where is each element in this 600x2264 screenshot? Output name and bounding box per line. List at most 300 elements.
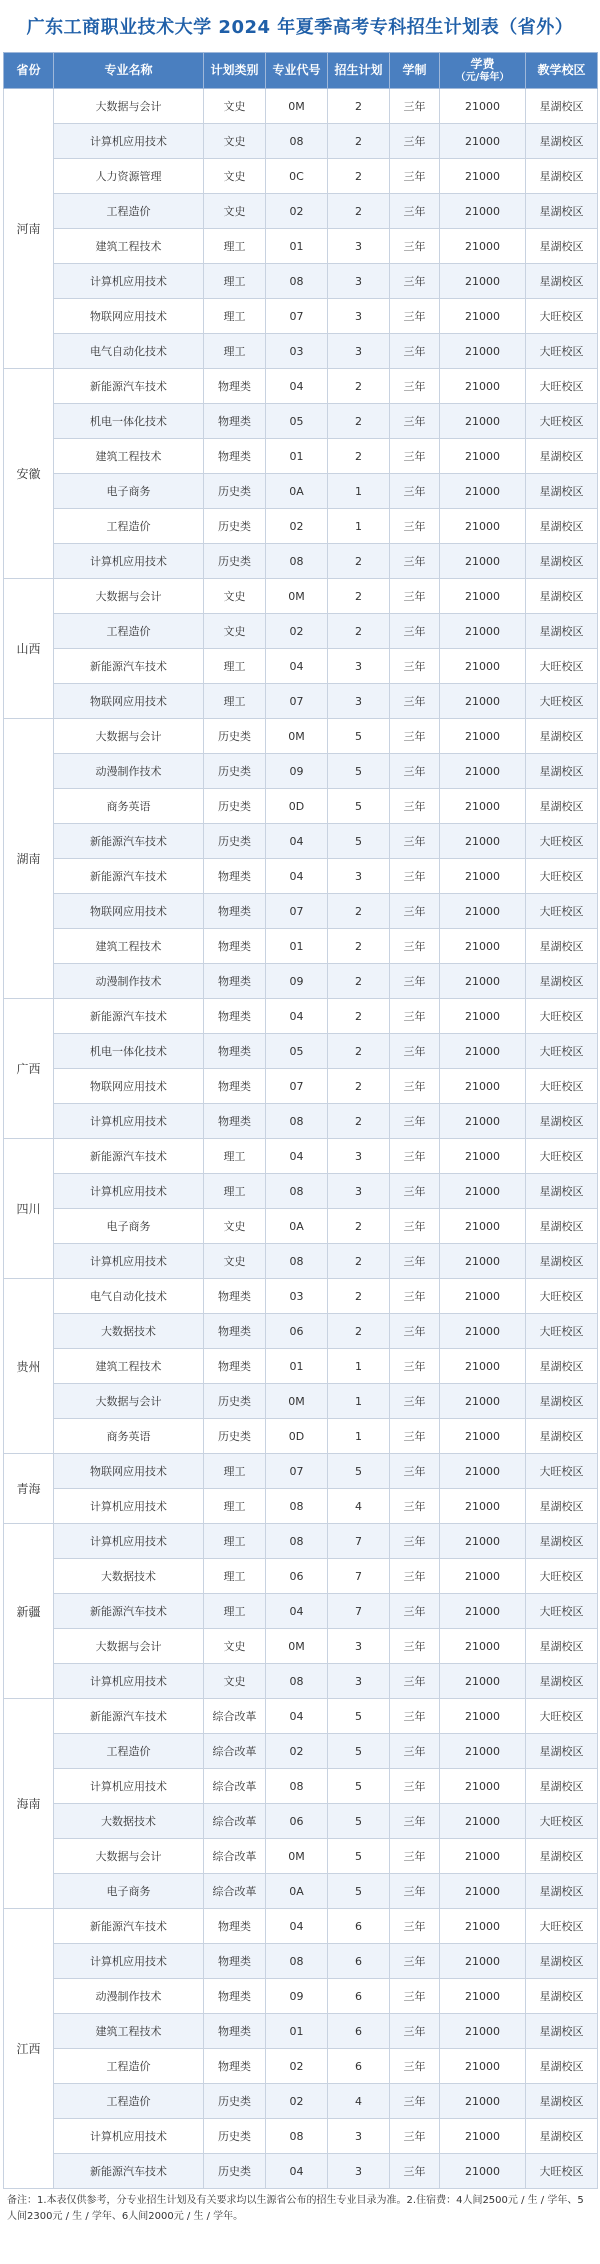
major-name-cell: 计算机应用技术: [54, 1944, 204, 1979]
tuition-cell: 21000: [440, 159, 526, 194]
enrollment-count-cell: 3: [328, 1174, 390, 1209]
major-code-cell: 02: [266, 194, 328, 229]
enrollment-count-cell: 1: [328, 1349, 390, 1384]
table-row: [4, 264, 598, 299]
major-code-cell: 01: [266, 1349, 328, 1384]
plan-category-cell: 理工: [204, 1174, 266, 1209]
tuition-cell: 21000: [440, 1419, 526, 1454]
duration-cell: 三年: [390, 1279, 440, 1314]
tuition-cell: 21000: [440, 1279, 526, 1314]
duration-cell: 三年: [390, 614, 440, 649]
tuition-cell: 21000: [440, 1979, 526, 2014]
table-row: [4, 1594, 598, 1629]
major-code-cell: 01: [266, 929, 328, 964]
enrollment-count-cell: 6: [328, 1979, 390, 2014]
campus-cell: 星湖校区: [526, 929, 598, 964]
plan-category-cell: 理工: [204, 1524, 266, 1559]
major-name-cell: 商务英语: [54, 1419, 204, 1454]
major-code-cell: 08: [266, 1524, 328, 1559]
major-code-cell: 02: [266, 1734, 328, 1769]
tuition-cell: 21000: [440, 2049, 526, 2084]
major-code-cell: 0M: [266, 89, 328, 124]
province-cell: 海南: [4, 1699, 54, 1909]
enrollment-count-cell: 2: [328, 614, 390, 649]
table-row: [4, 194, 598, 229]
major-name-cell: 新能源汽车技术: [54, 649, 204, 684]
table-row: [4, 334, 598, 369]
table-row: [4, 229, 598, 264]
major-name-cell: 工程造价: [54, 194, 204, 229]
major-code-cell: 0M: [266, 1839, 328, 1874]
table-row: [4, 124, 598, 159]
plan-category-cell: 文史: [204, 1209, 266, 1244]
table-row: [4, 369, 598, 404]
enrollment-table: [3, 52, 598, 2189]
major-name-cell: 机电一体化技术: [54, 1034, 204, 1069]
enrollment-count-cell: 2: [328, 1069, 390, 1104]
table-row: [4, 1629, 598, 1664]
major-name-cell: 新能源汽车技术: [54, 369, 204, 404]
campus-cell: 星湖校区: [526, 1104, 598, 1139]
duration-cell: 三年: [390, 649, 440, 684]
plan-category-cell: 物理类: [204, 2049, 266, 2084]
plan-category-cell: 理工: [204, 1139, 266, 1174]
enrollment-count-cell: 2: [328, 1279, 390, 1314]
major-name-cell: 计算机应用技术: [54, 124, 204, 159]
major-name-cell: 新能源汽车技术: [54, 1909, 204, 1944]
province-cell: 青海: [4, 1454, 54, 1524]
province-cell: 湖南: [4, 719, 54, 999]
duration-cell: 三年: [390, 964, 440, 999]
tuition-cell: 21000: [440, 509, 526, 544]
major-name-cell: 建筑工程技术: [54, 439, 204, 474]
plan-category-cell: 历史类: [204, 1384, 266, 1419]
campus-cell: 大旺校区: [526, 999, 598, 1034]
province-cell: 安徽: [4, 369, 54, 579]
plan-category-cell: 文史: [204, 1629, 266, 1664]
campus-cell: 星湖校区: [526, 1524, 598, 1559]
duration-cell: 三年: [390, 579, 440, 614]
major-name-cell: 计算机应用技术: [54, 264, 204, 299]
major-code-cell: 07: [266, 1454, 328, 1489]
duration-cell: 三年: [390, 789, 440, 824]
plan-category-cell: 物理类: [204, 1279, 266, 1314]
table-row: [4, 299, 598, 334]
tuition-cell: 21000: [440, 1559, 526, 1594]
tuition-cell: 21000: [440, 579, 526, 614]
major-code-cell: 04: [266, 999, 328, 1034]
enrollment-count-cell: 5: [328, 1874, 390, 1909]
campus-cell: 大旺校区: [526, 1279, 598, 1314]
major-code-cell: 04: [266, 1699, 328, 1734]
table-row: [4, 1454, 598, 1489]
duration-cell: 三年: [390, 1139, 440, 1174]
campus-cell: 星湖校区: [526, 579, 598, 614]
plan-category-cell: 历史类: [204, 2084, 266, 2119]
major-code-cell: 03: [266, 334, 328, 369]
plan-category-cell: 文史: [204, 159, 266, 194]
plan-category-cell: 文史: [204, 1244, 266, 1279]
major-code-cell: 05: [266, 404, 328, 439]
major-code-cell: 08: [266, 1769, 328, 1804]
major-code-cell: 06: [266, 1804, 328, 1839]
major-code-cell: 01: [266, 229, 328, 264]
table-row: [4, 2119, 598, 2154]
campus-cell: 星湖校区: [526, 1664, 598, 1699]
major-name-cell: 电子商务: [54, 474, 204, 509]
major-code-cell: 08: [266, 1104, 328, 1139]
table-row: [4, 2084, 598, 2119]
campus-cell: 星湖校区: [526, 789, 598, 824]
table-row: [4, 544, 598, 579]
table-row: [4, 1559, 598, 1594]
enrollment-count-cell: 2: [328, 1244, 390, 1279]
major-name-cell: 大数据与会计: [54, 579, 204, 614]
campus-cell: 星湖校区: [526, 1944, 598, 1979]
tuition-cell: 21000: [440, 2119, 526, 2154]
enrollment-count-cell: 1: [328, 1384, 390, 1419]
duration-cell: 三年: [390, 1629, 440, 1664]
plan-category-cell: 物理类: [204, 859, 266, 894]
plan-category-cell: 文史: [204, 614, 266, 649]
campus-cell: 星湖校区: [526, 1769, 598, 1804]
tuition-cell: 21000: [440, 894, 526, 929]
plan-category-cell: 理工: [204, 1454, 266, 1489]
major-code-cell: 04: [266, 824, 328, 859]
plan-category-cell: 物理类: [204, 929, 266, 964]
tuition-cell: 21000: [440, 1104, 526, 1139]
enrollment-count-cell: 2: [328, 1104, 390, 1139]
plan-category-cell: 文史: [204, 194, 266, 229]
duration-cell: 三年: [390, 1839, 440, 1874]
enrollment-count-cell: 5: [328, 789, 390, 824]
major-code-cell: 04: [266, 649, 328, 684]
major-name-cell: 新能源汽车技术: [54, 1139, 204, 1174]
plan-category-cell: 综合改革: [204, 1699, 266, 1734]
duration-cell: 三年: [390, 719, 440, 754]
major-name-cell: 工程造价: [54, 509, 204, 544]
duration-cell: 三年: [390, 1769, 440, 1804]
table-row: [4, 964, 598, 999]
table-row: [4, 1734, 598, 1769]
duration-cell: 三年: [390, 1384, 440, 1419]
tuition-cell: 21000: [440, 124, 526, 159]
tuition-cell: 21000: [440, 264, 526, 299]
major-code-cell: 01: [266, 439, 328, 474]
duration-cell: 三年: [390, 2154, 440, 2189]
campus-cell: 大旺校区: [526, 299, 598, 334]
campus-cell: 星湖校区: [526, 544, 598, 579]
table-row: [4, 89, 598, 124]
tuition-cell: 21000: [440, 1349, 526, 1384]
table-row: [4, 1349, 598, 1384]
major-code-cell: 0M: [266, 1384, 328, 1419]
table-row: [4, 1524, 598, 1559]
duration-cell: 三年: [390, 439, 440, 474]
tuition-cell: 21000: [440, 859, 526, 894]
table-row: [4, 1314, 598, 1349]
table-row: [4, 2049, 598, 2084]
major-name-cell: 大数据与会计: [54, 719, 204, 754]
major-name-cell: 工程造价: [54, 2049, 204, 2084]
tuition-cell: 21000: [440, 2084, 526, 2119]
duration-cell: 三年: [390, 1244, 440, 1279]
major-code-cell: 05: [266, 1034, 328, 1069]
plan-category-cell: 物理类: [204, 439, 266, 474]
tuition-cell: 21000: [440, 1804, 526, 1839]
duration-cell: 三年: [390, 684, 440, 719]
major-name-cell: 计算机应用技术: [54, 1769, 204, 1804]
tuition-cell: 21000: [440, 1454, 526, 1489]
tuition-cell: 21000: [440, 2154, 526, 2189]
tuition-cell: 21000: [440, 1664, 526, 1699]
tuition-cell: 21000: [440, 89, 526, 124]
enrollment-count-cell: 3: [328, 229, 390, 264]
duration-cell: 三年: [390, 1314, 440, 1349]
enrollment-count-cell: 4: [328, 1489, 390, 1524]
enrollment-count-cell: 2: [328, 894, 390, 929]
duration-cell: 三年: [390, 1104, 440, 1139]
major-code-cell: 04: [266, 1139, 328, 1174]
tuition-cell: 21000: [440, 824, 526, 859]
province-cell: 山西: [4, 579, 54, 719]
campus-cell: 星湖校区: [526, 2084, 598, 2119]
campus-cell: 星湖校区: [526, 1629, 598, 1664]
major-code-cell: 02: [266, 2084, 328, 2119]
tuition-cell: 21000: [440, 1069, 526, 1104]
plan-category-cell: 理工: [204, 1489, 266, 1524]
table-row: [4, 649, 598, 684]
major-name-cell: 物联网应用技术: [54, 894, 204, 929]
table-row: [4, 1699, 598, 1734]
plan-category-cell: 物理类: [204, 1034, 266, 1069]
plan-category-cell: 物理类: [204, 894, 266, 929]
enrollment-count-cell: 2: [328, 404, 390, 439]
enrollment-count-cell: 2: [328, 544, 390, 579]
header-province: 省份: [4, 53, 54, 89]
campus-cell: 星湖校区: [526, 719, 598, 754]
major-code-cell: 09: [266, 754, 328, 789]
major-name-cell: 新能源汽车技术: [54, 999, 204, 1034]
tuition-cell: 21000: [440, 1314, 526, 1349]
major-name-cell: 动漫制作技术: [54, 964, 204, 999]
tuition-cell: 21000: [440, 1489, 526, 1524]
plan-category-cell: 理工: [204, 229, 266, 264]
table-row: [4, 1069, 598, 1104]
tuition-cell: 21000: [440, 614, 526, 649]
campus-cell: 星湖校区: [526, 754, 598, 789]
plan-category-cell: 物理类: [204, 404, 266, 439]
enrollment-count-cell: 6: [328, 1944, 390, 1979]
tuition-cell: 21000: [440, 1909, 526, 1944]
duration-cell: 三年: [390, 1874, 440, 1909]
major-name-cell: 计算机应用技术: [54, 1489, 204, 1524]
tuition-cell: 21000: [440, 334, 526, 369]
campus-cell: 大旺校区: [526, 1699, 598, 1734]
enrollment-count-cell: 5: [328, 1769, 390, 1804]
tuition-cell: 21000: [440, 299, 526, 334]
campus-cell: 星湖校区: [526, 2014, 598, 2049]
table-row: [4, 474, 598, 509]
major-code-cell: 0D: [266, 1419, 328, 1454]
header-tuition: [440, 53, 526, 89]
major-code-cell: 06: [266, 1559, 328, 1594]
major-name-cell: 电子商务: [54, 1874, 204, 1909]
campus-cell: 星湖校区: [526, 439, 598, 474]
tuition-cell: 21000: [440, 1524, 526, 1559]
table-row: [4, 439, 598, 474]
campus-cell: 星湖校区: [526, 1874, 598, 1909]
major-name-cell: 新能源汽车技术: [54, 824, 204, 859]
duration-cell: 三年: [390, 929, 440, 964]
duration-cell: 三年: [390, 859, 440, 894]
table-row: [4, 894, 598, 929]
duration-cell: 三年: [390, 334, 440, 369]
footnote: 备注：1.本表仅供参考，分专业招生计划及有关要求均以生源省公布的招生专业目录为准。2.住宿费：4人间2500元 / 生 / 学年、5人间2300元 / 生 / 学年、6人间2000元 / 生 / 学年。: [7, 2195, 584, 2222]
major-name-cell: 新能源汽车技术: [54, 1699, 204, 1734]
enrollment-count-cell: 2: [328, 369, 390, 404]
major-code-cell: 07: [266, 684, 328, 719]
major-code-cell: 0A: [266, 474, 328, 509]
major-code-cell: 0D: [266, 789, 328, 824]
duration-cell: 三年: [390, 1349, 440, 1384]
enrollment-count-cell: 5: [328, 824, 390, 859]
table-row: [4, 1209, 598, 1244]
plan-category-cell: 历史类: [204, 789, 266, 824]
enrollment-count-cell: 1: [328, 474, 390, 509]
major-name-cell: 电子商务: [54, 1209, 204, 1244]
campus-cell: 大旺校区: [526, 1594, 598, 1629]
campus-cell: 星湖校区: [526, 159, 598, 194]
campus-cell: 星湖校区: [526, 1419, 598, 1454]
campus-cell: 星湖校区: [526, 1489, 598, 1524]
table-row: [4, 719, 598, 754]
table-row: [4, 404, 598, 439]
tuition-cell: 21000: [440, 1034, 526, 1069]
header-major: 专业名称: [54, 53, 204, 89]
campus-cell: 星湖校区: [526, 264, 598, 299]
plan-category-cell: 物理类: [204, 1979, 266, 2014]
table-row: [4, 1944, 598, 1979]
enrollment-count-cell: 3: [328, 649, 390, 684]
table-row: [4, 1664, 598, 1699]
plan-category-cell: 综合改革: [204, 1734, 266, 1769]
plan-category-cell: 理工: [204, 1594, 266, 1629]
province-cell: 河南: [4, 89, 54, 369]
plan-category-cell: 历史类: [204, 509, 266, 544]
plan-category-cell: 综合改革: [204, 1874, 266, 1909]
duration-cell: 三年: [390, 2119, 440, 2154]
plan-category-cell: 文史: [204, 124, 266, 159]
tuition-cell: 21000: [440, 754, 526, 789]
duration-cell: 三年: [390, 1419, 440, 1454]
plan-category-cell: 理工: [204, 299, 266, 334]
campus-cell: 大旺校区: [526, 334, 598, 369]
tuition-header-line: 学费: [470, 57, 495, 72]
plan-category-cell: 历史类: [204, 824, 266, 859]
table-row: [4, 929, 598, 964]
major-name-cell: 物联网应用技术: [54, 299, 204, 334]
major-name-cell: 大数据与会计: [54, 89, 204, 124]
major-code-cell: 08: [266, 1174, 328, 1209]
enrollment-count-cell: 3: [328, 1664, 390, 1699]
enrollment-count-cell: 3: [328, 2154, 390, 2189]
table-row: [4, 159, 598, 194]
major-code-cell: 07: [266, 299, 328, 334]
campus-cell: 大旺校区: [526, 1069, 598, 1104]
major-name-cell: 动漫制作技术: [54, 1979, 204, 2014]
header-campus: 教学校区: [526, 53, 598, 89]
duration-cell: 三年: [390, 1034, 440, 1069]
enrollment-count-cell: 5: [328, 754, 390, 789]
plan-category-cell: 文史: [204, 1664, 266, 1699]
major-name-cell: 电气自动化技术: [54, 1279, 204, 1314]
table-row: [4, 1874, 598, 1909]
major-code-cell: 08: [266, 124, 328, 159]
table-row: [4, 1244, 598, 1279]
major-name-cell: 新能源汽车技术: [54, 859, 204, 894]
major-name-cell: 大数据与会计: [54, 1384, 204, 1419]
plan-category-cell: 物理类: [204, 964, 266, 999]
major-name-cell: 建筑工程技术: [54, 229, 204, 264]
enrollment-count-cell: 2: [328, 124, 390, 159]
major-code-cell: 0A: [266, 1874, 328, 1909]
campus-cell: 大旺校区: [526, 1559, 598, 1594]
major-name-cell: 建筑工程技术: [54, 929, 204, 964]
campus-cell: 大旺校区: [526, 859, 598, 894]
table-row: [4, 509, 598, 544]
province-cell: 四川: [4, 1139, 54, 1279]
enrollment-count-cell: 1: [328, 1419, 390, 1454]
province-cell: 新疆: [4, 1524, 54, 1699]
table-row: [4, 684, 598, 719]
enrollment-count-cell: 2: [328, 159, 390, 194]
major-name-cell: 大数据与会计: [54, 1839, 204, 1874]
major-name-cell: 动漫制作技术: [54, 754, 204, 789]
table-row: [4, 999, 598, 1034]
enrollment-count-cell: 5: [328, 1454, 390, 1489]
enrollment-count-cell: 7: [328, 1594, 390, 1629]
table-row: [4, 1034, 598, 1069]
campus-cell: 星湖校区: [526, 194, 598, 229]
tuition-cell: 21000: [440, 649, 526, 684]
major-code-cell: 08: [266, 544, 328, 579]
plan-category-cell: 历史类: [204, 2119, 266, 2154]
duration-cell: 三年: [390, 1594, 440, 1629]
enrollment-count-cell: 2: [328, 1209, 390, 1244]
duration-cell: 三年: [390, 1489, 440, 1524]
plan-category-cell: 综合改革: [204, 1769, 266, 1804]
major-code-cell: 07: [266, 894, 328, 929]
plan-category-cell: 理工: [204, 334, 266, 369]
major-code-cell: 09: [266, 1979, 328, 2014]
tuition-cell: 21000: [440, 789, 526, 824]
table-row: [4, 614, 598, 649]
page-title: 广东工商职业技术大学 2024 年夏季高考专科招生计划表（省外）: [26, 17, 574, 38]
enrollment-count-cell: 2: [328, 999, 390, 1034]
tuition-cell: 21000: [440, 404, 526, 439]
table-row: [4, 579, 598, 614]
major-code-cell: 08: [266, 264, 328, 299]
table-row: [4, 1419, 598, 1454]
duration-cell: 三年: [390, 1524, 440, 1559]
campus-cell: 星湖校区: [526, 1174, 598, 1209]
tuition-cell: 21000: [440, 544, 526, 579]
major-code-cell: 04: [266, 1909, 328, 1944]
duration-cell: 三年: [390, 509, 440, 544]
plan-category-cell: 综合改革: [204, 1839, 266, 1874]
plan-category-cell: 文史: [204, 579, 266, 614]
